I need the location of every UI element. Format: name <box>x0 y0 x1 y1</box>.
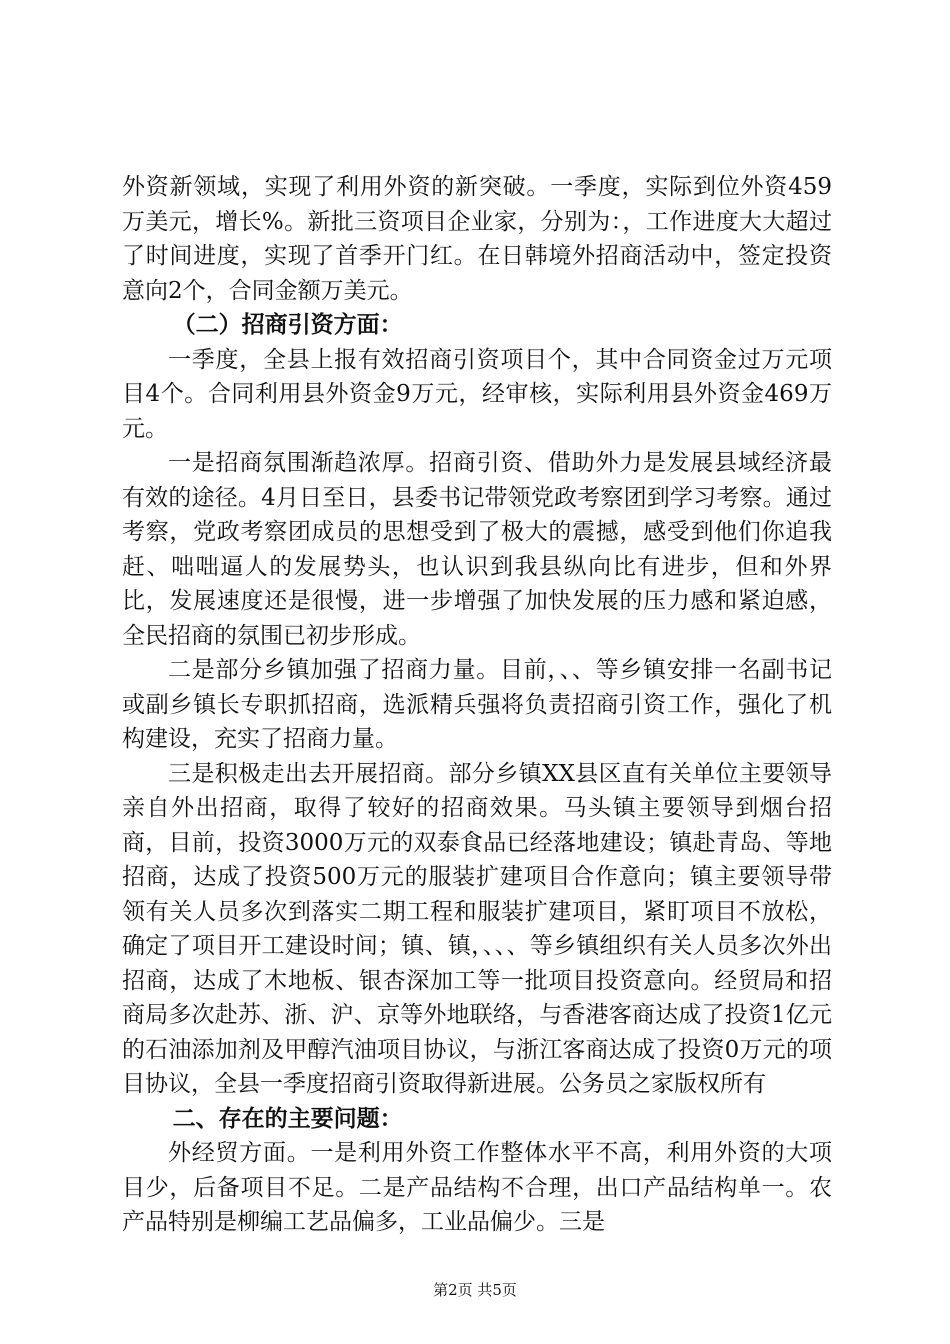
paragraph-foreign-trade-problems: 外经贸方面。一是利用外资工作整体水平不高，利用外资的大项目少，后备项目不足。二是产品结构不合理，出口产品结构单一。农产品特别是柳编工艺品偏多，工业品偏少。三是 <box>122 1140 832 1235</box>
heading-investment-attraction: （二）招商引资方面： <box>172 312 403 338</box>
heading-main-problems: 二、存在的主要问题： <box>172 1105 403 1132</box>
paragraph-quarter-summary: 一季度，全县上报有效招商引资项目个，其中合同资金过万元项目4个。合同利用县外资金9万元，经审核，实际利用县外资金469万元。 <box>122 346 832 442</box>
paragraph-atmosphere: 一是招商氛围渐趋浓厚。招商引资、借助外力是发展县域经济最有效的途径。4月日至日，县委书记带领党政考察团到学习考察。通过考察，党政考察团成员的思想受到了极大的震撼，感受到他们你追我赶、咄咄逼人的发展势头，也认识到我县纵向比有进步，但和外界比，发展速度还是很慢，进一步增强了加快发展的压力感和紧迫感，全民招商的氛围已初步形成。 <box>122 450 832 649</box>
paragraph-township-strength: 二是部分乡镇加强了招商力量。目前，、、等乡镇安排一名副书记或副乡镇长专职抓招商，选派精兵强将负责招商引资工作，强化了机构建设，充实了招商力量。 <box>122 657 832 752</box>
document-body <box>122 170 832 1240</box>
paragraph-going-out: 三是积极走出去开展招商。部分乡镇XX县区直有关单位主要领导亲自外出招商，取得了较好的招商效果。马头镇主要领导到烟台招商，目前，投资3000万元的双泰食品已经落地建设；镇赴青岛、等地招商，达成了投资500万元的服装扩建项目合作意向；镇主要领导带领有关人员多次到落实二期工程和服装扩建项目，紧盯项目不放松，确定了项目开工建设时间；镇、镇，、、、等乡镇组织有关人员多次外出招商，达成了木地板、银杏深加工等一批项目投资意向。经贸局和招商局多次赴苏、浙、沪、京等外地联络，与香港客商达成了投资1亿元的石油添加剂及甲醇汽油项目协议，与浙江客商达成了投资0万元的项目协议，全县一季度招商引资取得新进展。公务员之家版权所有 <box>122 760 832 1097</box>
paragraph-foreign-investment-continued: 外资新领域，实现了利用外资的新突破。一季度，实际到位外资459万美元，增长%。新批三资项目企业家，分别为：，工作进度大大超过了时间进度，实现了首季开门红。在日韩境外招商活动中，签定投资意向2个，合同金额万美元。 <box>122 174 832 304</box>
page-number-footer: 第2页 共5页 <box>433 1281 517 1299</box>
